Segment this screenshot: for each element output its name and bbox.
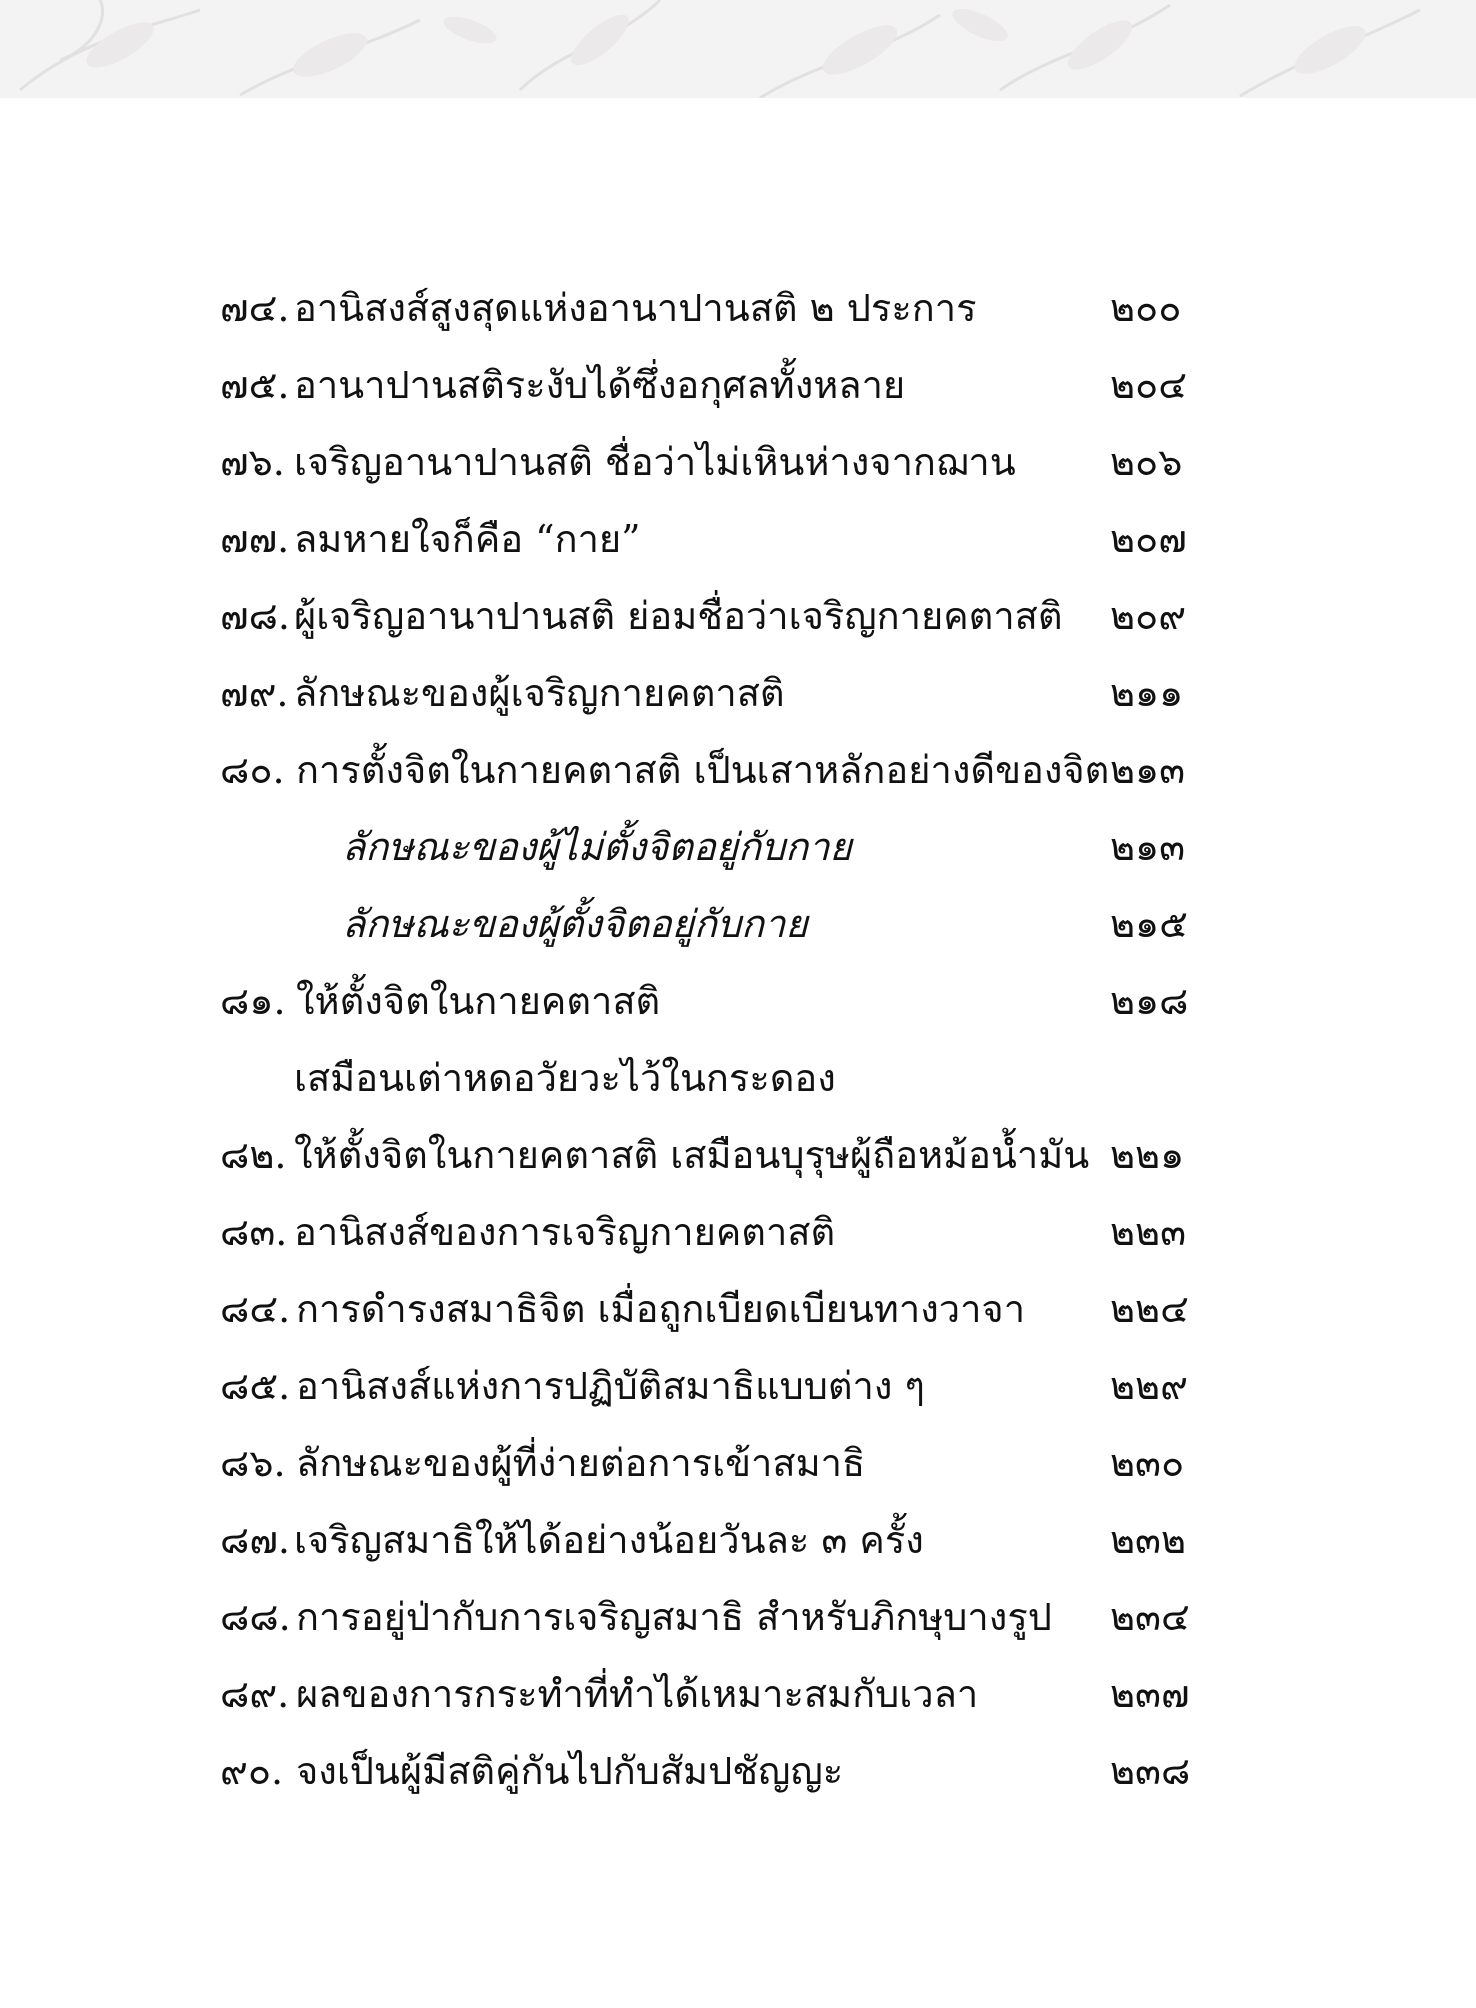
toc-entry bbox=[220, 1579, 1220, 1656]
entry-number: ๘๓. bbox=[220, 1210, 288, 1254]
entry-number: ๘๑. bbox=[220, 979, 286, 1023]
entry-number: ๗๗. bbox=[220, 517, 290, 561]
entry-page-number: ๒๓๘ bbox=[1110, 1749, 1191, 1793]
entry-page-number: ๒๑๓ bbox=[1110, 748, 1186, 792]
toc-entry bbox=[220, 655, 1220, 732]
entry-title: ลักษณะของผู้ที่ง่ายต่อการเข้าสมาธิ bbox=[296, 1441, 866, 1485]
entry-page-number: ๒๑๑ bbox=[1110, 671, 1184, 715]
toc-entry bbox=[220, 732, 1220, 809]
toc-subentry bbox=[220, 886, 1220, 963]
entry-title: เจริญสมาธิให้ได้อย่างน้อยวันละ ๓ ครั้ง bbox=[294, 1518, 924, 1562]
entry-number: ๗๖. bbox=[220, 440, 285, 484]
entry-title: ให้ตั้งจิตในกายคตาสติ bbox=[296, 979, 661, 1023]
entry-title: อานิสงส์ของการเจริญกายคตาสติ bbox=[294, 1210, 836, 1254]
entry-number: ๘๙. bbox=[220, 1672, 290, 1716]
entry-number: ๗๘. bbox=[220, 594, 290, 638]
toc-subentry bbox=[220, 809, 1220, 886]
entry-page-number: ๒๒๓ bbox=[1110, 1210, 1187, 1254]
entry-page-number: ๒๑๘ bbox=[1110, 979, 1189, 1023]
toc-entry bbox=[220, 424, 1220, 501]
entry-title: การอยู่ป่ากับการเจริญสมาธิ สำหรับภิกษุบางรูป bbox=[296, 1595, 1052, 1639]
entry-title: จงเป็นผู้มีสติคู่กันไปกับสัมปชัญญะ bbox=[296, 1749, 844, 1793]
entry-page-number: ๒๑๓ bbox=[1110, 825, 1186, 869]
subentry-title: ลักษณะของผู้ตั้งจิตอยู่กับกาย bbox=[342, 902, 808, 946]
entry-number: ๗๕. bbox=[220, 363, 290, 407]
toc-entry bbox=[220, 1348, 1220, 1425]
entry-title: อานิสงส์สูงสุดแห่งอานาปานสติ ๒ ประการ bbox=[294, 286, 977, 330]
toc-entry bbox=[220, 1733, 1220, 1810]
entry-number: ๘๔. bbox=[220, 1287, 291, 1331]
entry-page-number: ๒๒๙ bbox=[1110, 1364, 1188, 1408]
entry-page-number: ๒๑๕ bbox=[1110, 902, 1188, 946]
toc-entry-continuation bbox=[220, 1040, 1220, 1117]
entry-page-number: ๒๓๔ bbox=[1110, 1595, 1190, 1639]
toc-entry bbox=[220, 1656, 1220, 1733]
entry-page-number: ๒๓๒ bbox=[1110, 1518, 1187, 1562]
entry-title: อานาปานสติระงับได้ซึ่งอกุศลทั้งหลาย bbox=[294, 363, 906, 407]
entry-page-number: ๒๒๑ bbox=[1110, 1133, 1185, 1177]
entry-title: การตั้งจิตในกายคตาสติ เป็นเสาหลักอย่างดีของจิต bbox=[296, 748, 1110, 792]
entry-number: ๘๐. bbox=[220, 748, 285, 792]
entry-number: ๘๕. bbox=[220, 1364, 291, 1408]
entry-number: ๗๙. bbox=[220, 671, 289, 715]
entry-page-number: ๒๐๐ bbox=[1110, 286, 1182, 330]
entry-number: ๙๐. bbox=[220, 1749, 284, 1793]
table-of-contents bbox=[220, 270, 1220, 1810]
entry-title: การดำรงสมาธิจิต เมื่อถูกเบียดเบียนทางวาจา bbox=[296, 1287, 1026, 1331]
toc-entry bbox=[220, 963, 1220, 1040]
entry-number: ๘๒. bbox=[220, 1133, 287, 1177]
entry-title: ลักษณะของผู้เจริญกายคตาสติ bbox=[294, 671, 785, 715]
toc-entry bbox=[220, 578, 1220, 655]
entry-title-continuation: เสมือนเต่าหดอวัยวะไว้ในกระดอง bbox=[294, 1056, 836, 1100]
toc-entry bbox=[220, 1194, 1220, 1271]
entry-title: อานิสงส์แห่งการปฏิบัติสมาธิแบบต่าง ๆ bbox=[296, 1364, 925, 1408]
entry-number: ๗๔. bbox=[220, 286, 290, 330]
decorative-header-band bbox=[0, 0, 1476, 98]
entry-title: ลมหายใจก็คือ “กาย” bbox=[294, 517, 641, 561]
entry-number: ๘๘. bbox=[220, 1595, 291, 1639]
entry-number: ๘๖. bbox=[220, 1441, 286, 1485]
entry-title: เจริญอานาปานสติ ชื่อว่าไม่เหินห่างจากฌาน bbox=[294, 440, 1016, 484]
toc-entry bbox=[220, 1502, 1220, 1579]
entry-page-number: ๒๓๗ bbox=[1110, 1672, 1190, 1716]
toc-entry bbox=[220, 1271, 1220, 1348]
toc-entry bbox=[220, 501, 1220, 578]
entry-title: ผู้เจริญอานาปานสติ ย่อมชื่อว่าเจริญกายคตาสติ bbox=[294, 594, 1063, 638]
subentry-title: ลักษณะของผู้ไม่ตั้งจิตอยู่กับกาย bbox=[342, 825, 852, 869]
toc-entry bbox=[220, 1425, 1220, 1502]
leaf-pattern-decoration bbox=[0, 0, 1476, 98]
entry-page-number: ๒๐๗ bbox=[1110, 517, 1187, 561]
entry-page-number: ๒๐๖ bbox=[1110, 440, 1183, 484]
entry-title: ให้ตั้งจิตในกายคตาสติ เสมือนบุรุษผู้ถือหม้อน้ำมัน bbox=[294, 1133, 1090, 1177]
entry-title: ผลของการกระทำที่ทำได้เหมาะสมกับเวลา bbox=[296, 1672, 979, 1716]
entry-number: ๘๗. bbox=[220, 1518, 290, 1562]
toc-entry bbox=[220, 347, 1220, 424]
entry-page-number: ๒๓๐ bbox=[1110, 1441, 1185, 1485]
entry-page-number: ๒๐๔ bbox=[1110, 363, 1188, 407]
entry-page-number: ๒๒๔ bbox=[1110, 1287, 1189, 1331]
toc-entry bbox=[220, 1117, 1220, 1194]
toc-entry bbox=[220, 270, 1220, 347]
entry-page-number: ๒๐๙ bbox=[1110, 594, 1187, 638]
